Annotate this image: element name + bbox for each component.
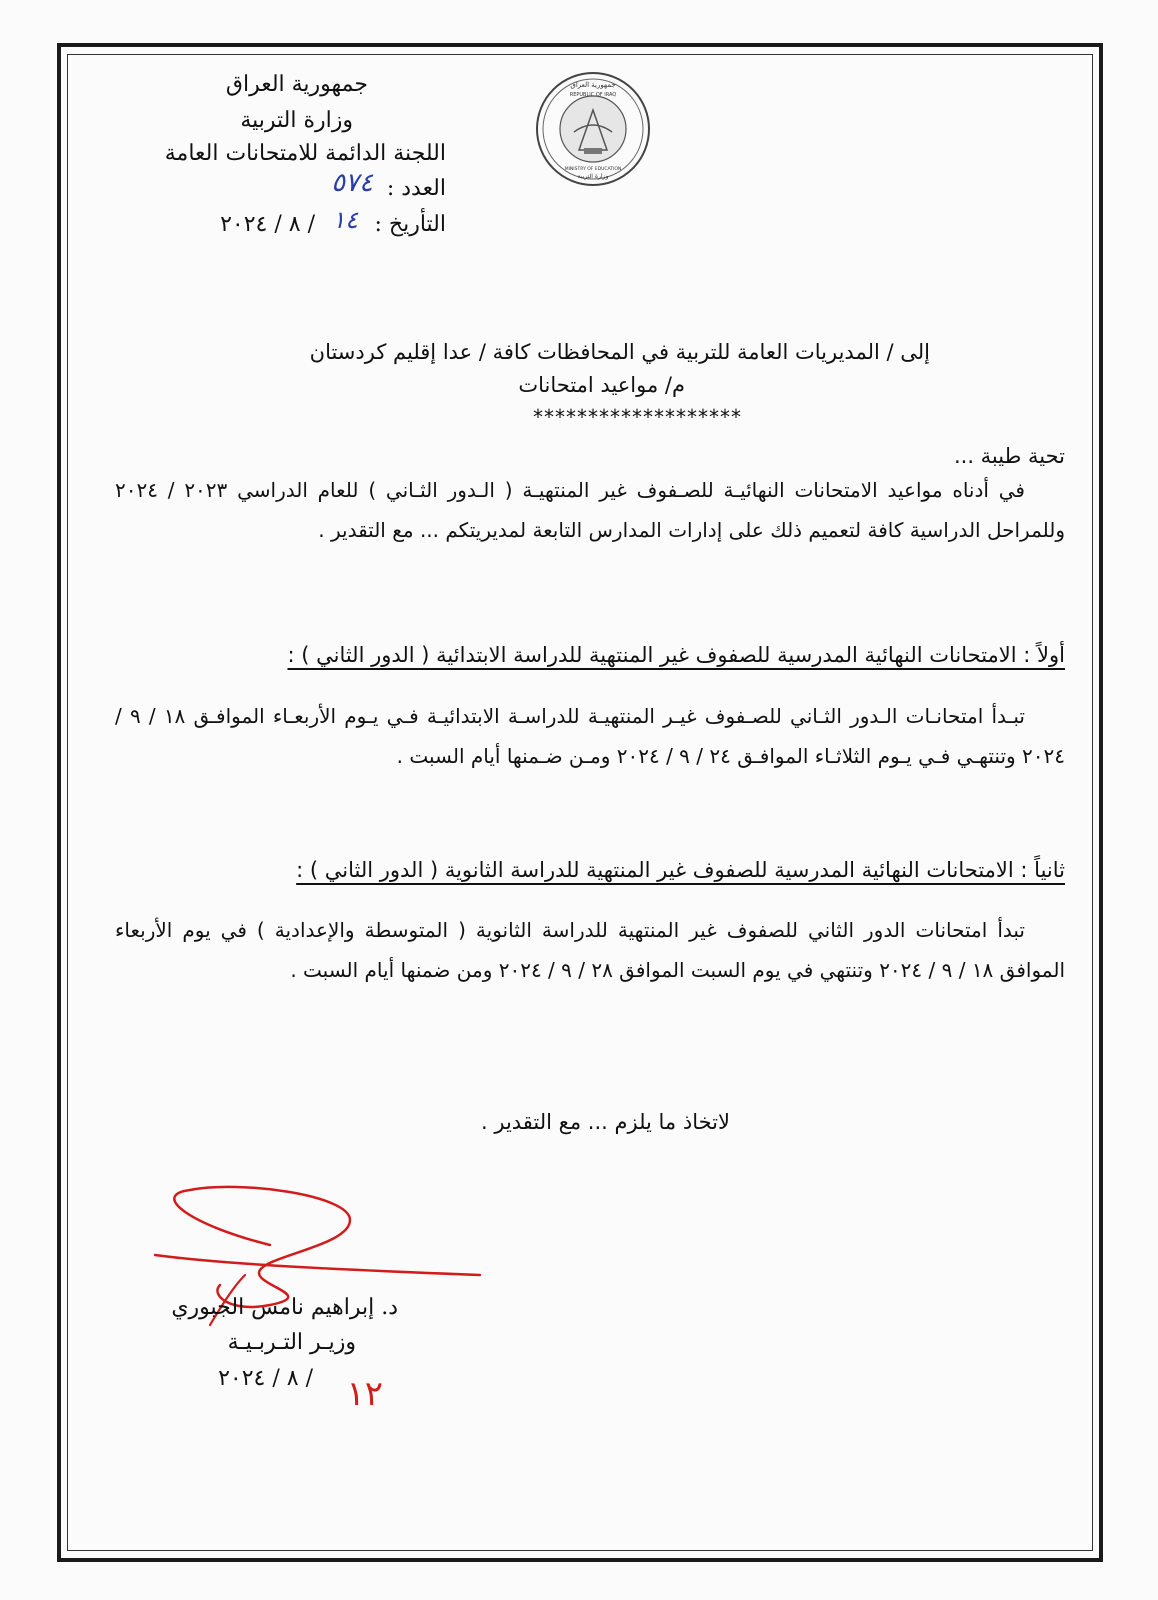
header-country: جمهورية العراق bbox=[225, 72, 368, 97]
section1-body: تبـدأ امتحانـات الـدور الثـاني للصـفوف غيـر المنتهيـة للدراسـة الابتدائيـة فـي يـوم الأربعـاء الموافـق ١٨ / ٩ / ٢٠٢٤ وتنتهـي فـي يـوم الثلاثـاء الموافـق ٢٤ / ٩ / ٢٠٢٤ ومـن ضـمنها أيام السبت . bbox=[115, 704, 1065, 768]
seal-text-top: جمهورية العراق bbox=[570, 81, 616, 89]
closing-line: لاتخاذ ما يلزم ... مع التقدير . bbox=[481, 1110, 730, 1134]
signature-date-rest: / ٨ / ٢٠٢٤ bbox=[218, 1366, 313, 1391]
date-rest: / ٨ / ٢٠٢٤ bbox=[220, 212, 315, 237]
intro-paragraph: في أدناه مواعيد الامتحانات النهائيـة للصـفوف غير المنتهيـة ( الـدور الثـاني ) للعام الدراسي ٢٠٢٣ / ٢٠٢٤ وللمراحل الدراسية كافة لتعميم ذلك على إدارات المدارس التابعة لمديريتكم ... مع التقدير . bbox=[115, 478, 1065, 542]
section2-heading: ثانياً : الامتحانات النهائية المدرسية للصفوف غير المنتهية للدراسة الثانوية ( الدور الثاني ) : bbox=[296, 858, 1065, 882]
seal-text-en-top: REPUBLIC OF IRAQ bbox=[569, 92, 617, 98]
section1-heading: أولاً : الامتحانات النهائية المدرسية للصفوف غير المنتهية للدراسة الابتدائية ( الدور الثاني ) : bbox=[287, 643, 1065, 667]
subject-line: م/ مواعيد امتحانات bbox=[518, 373, 685, 397]
section2-body: تبدأ امتحانات الدور الثاني للصفوف غير المنتهية للدراسة الثانوية ( المتوسطة والإعدادية ) في يوم الأربعاء الموافق ١٨ / ٩ / ٢٠٢٤ وتنتهي في يوم السبت الموافق ٢٨ / ٩ / ٢٠٢٤ ومن ضمنها أيام السبت . bbox=[115, 918, 1065, 982]
date-day: ١٤ bbox=[332, 206, 358, 234]
signature-date-day: ١٢ bbox=[346, 1374, 383, 1414]
ministry-seal-icon bbox=[534, 70, 652, 188]
number-label: العدد : bbox=[386, 176, 446, 201]
date-label: التأريخ : bbox=[374, 212, 446, 237]
header-ministry: وزارة التربية bbox=[240, 108, 353, 133]
header-committee: اللجنة الدائمة للامتحانات العامة bbox=[164, 141, 446, 166]
seal-text-en-bottom: MINISTRY OF EDUCATION bbox=[564, 167, 622, 172]
seal-text-ar-bottom: وزارة التربية bbox=[577, 173, 609, 180]
number-value: ٥٧٤ bbox=[331, 168, 373, 198]
signatory-title: وزيـر التـربـيـة bbox=[227, 1330, 356, 1355]
addressee-to: إلى / المديريات العامة للتربية في المحافظات كافة / عدا إقليم كردستان bbox=[309, 340, 930, 364]
separator-stars: ******************* bbox=[533, 405, 742, 429]
signatory-name: د. إبراهيم نامس الجبوري bbox=[171, 1295, 398, 1320]
greeting: تحية طيبة ... bbox=[953, 444, 1065, 468]
